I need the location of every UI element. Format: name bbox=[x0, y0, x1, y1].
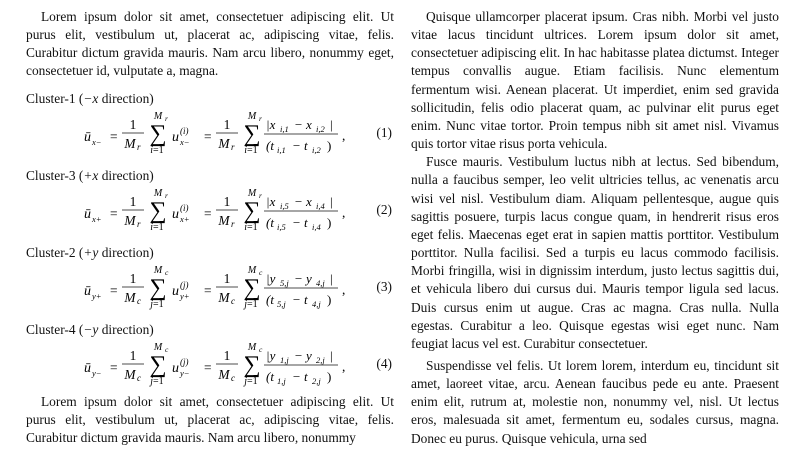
denominator-middle: − t bbox=[292, 291, 308, 307]
denominator-sub-b: i,4 bbox=[312, 221, 321, 232]
numerator-middle: − y bbox=[294, 347, 312, 363]
equation-label-prefix: Cluster-4 ( bbox=[26, 321, 84, 337]
equals-sign: = bbox=[110, 282, 118, 298]
fraction-denominator-sub: r bbox=[137, 218, 141, 229]
equation-comma: , bbox=[342, 204, 346, 220]
u-symbol: u bbox=[172, 129, 179, 145]
fraction-numerator-2: 1 bbox=[223, 347, 231, 363]
big-fraction-denominator: (t bbox=[266, 291, 274, 307]
u-superscript: (i) bbox=[180, 125, 189, 136]
sum-upper-limit-sub: r bbox=[165, 190, 168, 200]
u-subscript: y+ bbox=[180, 290, 190, 301]
equation-number: (1) bbox=[376, 124, 392, 140]
equals-sign-2: = bbox=[204, 205, 212, 221]
lhs-symbol: ū bbox=[84, 129, 91, 145]
u-superscript: (j) bbox=[180, 279, 189, 290]
fraction-denominator-sub: c bbox=[137, 295, 141, 306]
display-equation bbox=[26, 339, 394, 389]
u-superscript: (j) bbox=[180, 356, 189, 367]
numerator-close: | bbox=[330, 116, 333, 132]
big-fraction-numerator: |y bbox=[266, 270, 276, 286]
denominator-close: ) bbox=[327, 137, 332, 153]
u-subscript: x− bbox=[180, 136, 190, 147]
numerator-sub-b: i,2 bbox=[316, 123, 325, 134]
lhs-symbol: ū bbox=[84, 206, 91, 222]
sum-upper-limit-2: M bbox=[247, 341, 257, 353]
fraction-denominator: M bbox=[124, 135, 136, 151]
u-symbol: u bbox=[172, 283, 179, 299]
big-fraction-numerator: |x bbox=[266, 193, 276, 209]
denominator-middle: − t bbox=[292, 214, 308, 230]
equation-comma: , bbox=[342, 281, 346, 297]
equation-label-direction: +x bbox=[83, 167, 99, 183]
equation-label-direction: −y bbox=[83, 321, 99, 337]
equation-label-prefix: Cluster-1 ( bbox=[26, 90, 84, 106]
denominator-sub-a: 5,j bbox=[277, 298, 286, 309]
denominator-sub-b: 4,j bbox=[312, 298, 321, 309]
sum-upper-limit: M bbox=[153, 187, 163, 199]
sum-upper-limit: M bbox=[153, 341, 163, 353]
numerator-middle: − x bbox=[294, 116, 312, 132]
sum-sign: ∑ bbox=[149, 197, 167, 224]
sum-lower-limit: =1 bbox=[153, 221, 164, 233]
fraction-denominator-sub: c bbox=[137, 372, 141, 383]
fraction-denominator-sub-2: c bbox=[231, 295, 235, 306]
fraction-denominator-sub-2: r bbox=[231, 218, 235, 229]
u-superscript: (i) bbox=[180, 202, 189, 213]
equation-number: (3) bbox=[376, 278, 392, 294]
sum-upper-limit-sub: c bbox=[165, 267, 169, 277]
equation-label-direction: −x bbox=[83, 90, 99, 106]
numerator-close: | bbox=[330, 193, 333, 209]
lhs-subscript: y− bbox=[92, 367, 102, 378]
denominator-sub-b: 2,j bbox=[312, 375, 321, 386]
fraction-denominator-2: M bbox=[218, 212, 230, 228]
sum-sign-2: ∑ bbox=[243, 274, 261, 301]
sum-index: i bbox=[150, 144, 153, 156]
numerator-middle: − x bbox=[294, 193, 312, 209]
fraction-numerator-2: 1 bbox=[223, 193, 231, 209]
equation-label-suffix: direction) bbox=[98, 90, 154, 106]
sum-index-2: j bbox=[244, 375, 247, 387]
sum-sign: ∑ bbox=[149, 351, 167, 378]
fraction-numerator: 1 bbox=[129, 193, 137, 209]
denominator-sub-b: i,2 bbox=[312, 144, 321, 155]
denominator-close: ) bbox=[327, 291, 332, 307]
lhs-subscript: x− bbox=[92, 136, 102, 147]
sum-upper-limit-sub-2: c bbox=[259, 267, 263, 277]
big-fraction-denominator: (t bbox=[266, 214, 274, 230]
sum-upper-limit-sub-2: r bbox=[259, 113, 262, 123]
fraction-denominator-2: M bbox=[218, 289, 230, 305]
equals-sign-2: = bbox=[204, 282, 212, 298]
equation-formula bbox=[26, 108, 356, 158]
numerator-sub-a: 1,j bbox=[280, 354, 289, 365]
equation-formula bbox=[26, 185, 356, 235]
equation-comma: , bbox=[342, 127, 346, 143]
numerator-sub-a: 5,j bbox=[280, 277, 289, 288]
equation-block bbox=[26, 90, 394, 389]
left-column bbox=[26, 8, 394, 447]
sum-upper-limit-sub: r bbox=[165, 113, 168, 123]
big-fraction-denominator: (t bbox=[266, 368, 274, 384]
equation-label-direction: +y bbox=[83, 244, 99, 260]
denominator-sub-a: 1,j bbox=[277, 375, 286, 386]
sum-lower-limit: =1 bbox=[153, 375, 164, 387]
sum-sign-2: ∑ bbox=[243, 120, 261, 147]
right-paragraph-3: Suspendisse vel felis. Ut lorem lorem, interdum eu, tincidunt sit amet, laoreet vitae, arcu. Aenean faucibus pede eu ante. Praesent enim elit, rutrum at, molestie non, nonummy vel, nisl. Ut lectus eros, malesuada sit amet, fermentum eu, sodales cursus, magna. Donec eu purus. Quisque vehicula, urna sed bbox=[411, 357, 779, 446]
sum-upper-limit-sub-2: c bbox=[259, 344, 263, 354]
sum-index: j bbox=[150, 375, 153, 387]
equals-sign: = bbox=[110, 359, 118, 375]
big-fraction-numerator: |y bbox=[266, 347, 276, 363]
equation-label bbox=[26, 244, 394, 262]
equation-label-suffix: direction) bbox=[98, 167, 154, 183]
fraction-denominator-sub: r bbox=[137, 141, 141, 152]
lhs-subscript: x+ bbox=[92, 213, 102, 224]
sum-sign: ∑ bbox=[149, 120, 167, 147]
numerator-middle: − y bbox=[294, 270, 312, 286]
fraction-denominator: M bbox=[124, 289, 136, 305]
sum-sign-2: ∑ bbox=[243, 197, 261, 224]
denominator-sub-a: i,1 bbox=[277, 144, 286, 155]
u-symbol: u bbox=[172, 206, 179, 222]
numerator-sub-b: 2,j bbox=[316, 354, 325, 365]
equation-number: (4) bbox=[376, 355, 392, 371]
sum-index-2: i bbox=[244, 144, 247, 156]
left-paragraph-2: Lorem ipsum dolor sit amet, consectetuer adipiscing elit. Ut purus elit, vestibulum ut, placerat ac, adipiscing vitae, felis. Curabitur dictum gravida mauris. Nam arcu libero, nonummy bbox=[26, 393, 394, 445]
sum-upper-limit-sub: c bbox=[165, 344, 169, 354]
right-column bbox=[411, 8, 779, 448]
numerator-sub-b: 4,j bbox=[316, 277, 325, 288]
sum-upper-limit-2: M bbox=[247, 110, 257, 122]
fraction-numerator-2: 1 bbox=[223, 116, 231, 132]
equation-label-suffix: direction) bbox=[98, 321, 154, 337]
right-paragraph-2: Fusce mauris. Vestibulum luctus nibh at lectus. Sed bibendum, nulla a faucibus semper, leo velit ultricies tellus, ac venenatis arcu wisi vel nisl. Vestibulum diam. Aliquam pellentesque, augue quis sagittis posuere, turpis lacus congue quam, in hendrerit risus eros eget felis. Maecenas eget erat in sapien mattis porttitor. Vestibulum porttitor. Nulla facilisi. Sed a turpis eu lacus commodo facilisis. Morbi fringilla, wisi in dignissim interdum, justo lectus sagittis dui, et vehicula libero dui cursus dui. Mauris tempor ligula sed lacus. Duis cursus enim ut augue. Cras ac magna. Cras nulla. Nulla egestas. Curabitur a leo. Quisque egestas wisi eget nunc. Nam feugiat lacus vel est. Curabitur consectetuer. bbox=[411, 154, 779, 351]
fraction-denominator-sub-2: c bbox=[231, 372, 235, 383]
numerator-sub-a: i,1 bbox=[280, 123, 289, 134]
sum-lower-limit: =1 bbox=[153, 298, 164, 310]
numerator-close: | bbox=[330, 270, 333, 286]
lhs-subscript: y+ bbox=[92, 290, 102, 301]
denominator-middle: − t bbox=[292, 368, 308, 384]
lhs-symbol: ū bbox=[84, 360, 91, 376]
sum-upper-limit-2: M bbox=[247, 187, 257, 199]
equation-formula bbox=[26, 339, 356, 389]
sum-upper-limit: M bbox=[153, 264, 163, 276]
sum-sign-2: ∑ bbox=[243, 351, 261, 378]
numerator-sub-b: i,4 bbox=[316, 200, 325, 211]
display-equation bbox=[26, 108, 394, 158]
equation-formula bbox=[26, 262, 356, 312]
fraction-numerator: 1 bbox=[129, 116, 137, 132]
equals-sign: = bbox=[110, 128, 118, 144]
lhs-symbol: ū bbox=[84, 283, 91, 299]
equation-number: (2) bbox=[376, 201, 392, 217]
equation-label bbox=[26, 321, 394, 339]
equation-label bbox=[26, 167, 394, 185]
display-equation bbox=[26, 185, 394, 235]
equation-label-prefix: Cluster-3 ( bbox=[26, 167, 84, 183]
equals-sign-2: = bbox=[204, 128, 212, 144]
sum-index-2: j bbox=[244, 298, 247, 310]
fraction-numerator: 1 bbox=[129, 270, 137, 286]
numerator-sub-a: i,5 bbox=[280, 200, 289, 211]
equals-sign-2: = bbox=[204, 359, 212, 375]
big-fraction-numerator: |x bbox=[266, 116, 276, 132]
sum-lower-limit-2: =1 bbox=[247, 375, 258, 387]
equation-comma: , bbox=[342, 358, 346, 374]
fraction-numerator: 1 bbox=[129, 347, 137, 363]
sum-lower-limit-2: =1 bbox=[247, 144, 258, 156]
sum-upper-limit: M bbox=[153, 110, 163, 122]
u-subscript: x+ bbox=[180, 213, 190, 224]
right-paragraph-1: Quisque ullamcorper placerat ipsum. Cras nibh. Morbi vel justo vitae lacus tincidunt ultrices. Lorem ipsum dolor sit amet, consectetuer adipiscing elit. In hac habitasse platea dictumst. Integer tempus convallis augue. Etiam facilisis. Nunc elementum fermentum wisi. Aenean placerat. Ut imperdiet, enim sed gravida sollicitudin, felis odio placerat quam, ac pulvinar elit purus eget enim. Nunc vitae tortor. Proin tempus nibh sit amet nisl. Vivamus quis tortor vitae risus porta vehicula. bbox=[411, 9, 779, 152]
fraction-denominator: M bbox=[124, 366, 136, 382]
equals-sign: = bbox=[110, 205, 118, 221]
denominator-sub-a: i,5 bbox=[277, 221, 286, 232]
denominator-close: ) bbox=[327, 214, 332, 230]
denominator-middle: − t bbox=[292, 137, 308, 153]
fraction-numerator-2: 1 bbox=[223, 270, 231, 286]
sum-index-2: i bbox=[244, 221, 247, 233]
sum-index: j bbox=[150, 298, 153, 310]
left-paragraph-1: Lorem ipsum dolor sit amet, consectetuer adipiscing elit. Ut purus elit, vestibulum ut, placerat ac, adipiscing vitae, felis. Curabitur dictum gravida mauris. Nam arcu libero, nonummy eget, consectetuer id, vulputate a, magna. bbox=[26, 9, 394, 79]
u-subscript: y− bbox=[180, 367, 190, 378]
sum-upper-limit-2: M bbox=[247, 264, 257, 276]
fraction-denominator-2: M bbox=[218, 366, 230, 382]
denominator-close: ) bbox=[327, 368, 332, 384]
sum-lower-limit-2: =1 bbox=[247, 298, 258, 310]
sum-sign: ∑ bbox=[149, 274, 167, 301]
sum-lower-limit: =1 bbox=[153, 144, 164, 156]
numerator-close: | bbox=[330, 347, 333, 363]
fraction-denominator-2: M bbox=[218, 135, 230, 151]
sum-index: i bbox=[150, 221, 153, 233]
fraction-denominator-sub-2: r bbox=[231, 141, 235, 152]
equation-label-prefix: Cluster-2 ( bbox=[26, 244, 84, 260]
equation-label-suffix: direction) bbox=[98, 244, 154, 260]
big-fraction-denominator: (t bbox=[266, 137, 274, 153]
sum-upper-limit-sub-2: r bbox=[259, 190, 262, 200]
equation-label bbox=[26, 90, 394, 108]
fraction-denominator: M bbox=[124, 212, 136, 228]
sum-lower-limit-2: =1 bbox=[247, 221, 258, 233]
display-equation bbox=[26, 262, 394, 312]
u-symbol: u bbox=[172, 360, 179, 376]
